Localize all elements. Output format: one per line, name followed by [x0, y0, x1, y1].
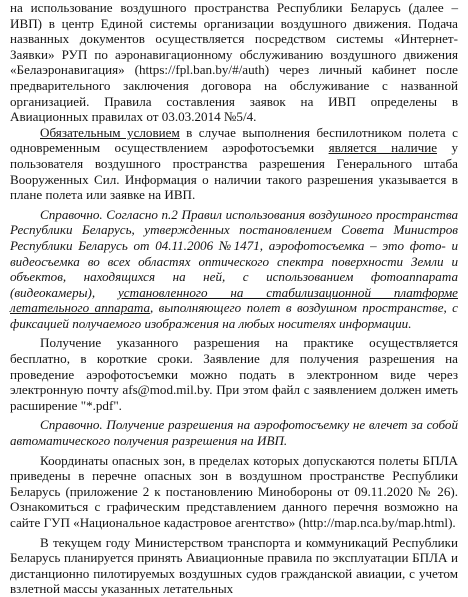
note-1-text-a: Справочно. Согласно п.2 Правил использования воздушного пространства Республики Беларусь, утвержденных постановлением Совета Министров Республики Беларусь от 04.11.2006 №1471, аэрофотосъемка – это фото- и видеосъемка во всех областях оптического спектра поверхности Земли и объектов, находящихся на ней, с использованием фотоаппарата (видеокамеры), — [10, 206, 458, 300]
paragraph-6 — [10, 453, 458, 531]
paragraph-4-text: Получение указанного разрешения на практике осуществляется бесплатно, в короткие сроки. Заявление для получения разрешения на проведение аэрофотосъемки можно подать в электронном виде через электронную почту afs@mod.mil.by. При этом файл с заявлением должен иметь расширение "*.pdf". — [10, 335, 458, 413]
note-1-text-b: , выполняющего полет в воздушном пространстве, с фиксацией получаемого изображения на любых носителях информации. — [10, 300, 458, 331]
underlined-phrase: Обязательным условием — [40, 124, 180, 140]
paragraph-7-text: В текущем году Министерством транспорта и коммуникаций Республики Беларусь планируется принять Авиационные правила по эксплуатации БПЛА и дистанционно пилотируемых воздушных судов гражданской авиации, с учетом взлетной массы указанных летательных — [10, 534, 458, 597]
note-2-text: Справочно. Получение разрешения на аэрофотосъемку не влечет за собой автоматического получения разрешения на ИВП. — [10, 417, 458, 449]
paragraph-6-text: Координаты опасных зон, в пределах которых допускаются полеты БПЛА приведены в перечне опасных зон в воздушном пространстве Республики Беларусь (приложение 2 к постановлению Минобороны от 09.11.2020 № 26). Ознакомиться с графическим представлением данного перечня возможно на сайте ГУП «Национальное кадастровое агентство» (http://map.nca.by/map.html). — [10, 452, 458, 530]
underlined-phrase: установленного на стабилизационной платформе летательного аппарата — [10, 284, 458, 316]
paragraph-2 — [10, 125, 458, 203]
paragraph-1-text: на использование воздушного пространства Республики Беларусь (далее – ИВП) в центр Единой системы организации воздушного движения. Подача названных документов осуществляется посредством системы «Интернет-Заявки» РУП по аэронавигационному обслуживанию воздушного движения «Белаэронавигация» (https://fpl.ban.by/#/auth) через личный кабинет после предварительного заключения договора на обслуживание с названной организацией. Правила составления заявок на ИВП определены в Авиационных правилах от 03.03.2014 №5/4. — [10, 0, 458, 125]
note-paragraph-1 — [10, 207, 458, 332]
paragraph-7 — [10, 535, 458, 597]
underlined-phrase: является наличие — [328, 140, 438, 156]
note-paragraph-2 — [10, 417, 458, 448]
paragraph-2-text-b: у пользователя воздушного пространства разрешения Генерального штаба Вооруженных Сил. Информация о наличии такого разрешения указывается в плане полета или заявке на ИВП. — [10, 140, 458, 203]
paragraph-4 — [10, 335, 458, 413]
paragraph-2-text-a: в случае выполнения беспилотником полета с одновременным осуществлением аэрофотосъемки — [10, 124, 458, 156]
paragraph-1 — [10, 0, 458, 125]
